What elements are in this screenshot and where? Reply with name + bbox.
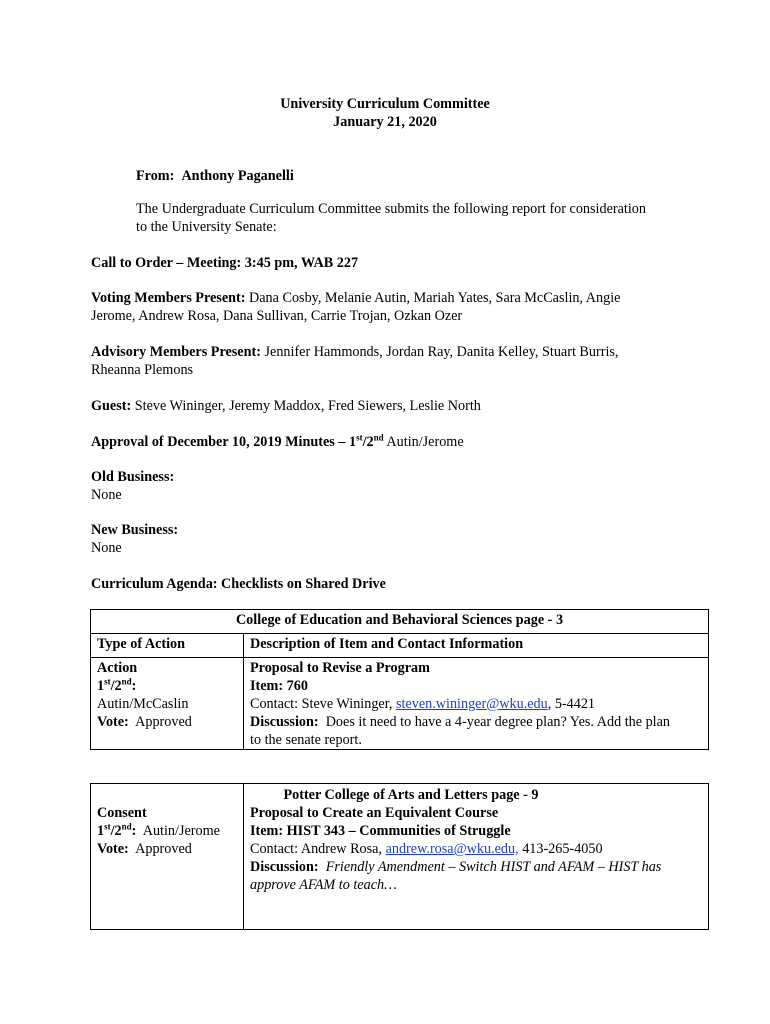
- old-business-label: Old Business:: [91, 469, 175, 485]
- table-row: [91, 784, 709, 930]
- vote-line: [97, 713, 237, 731]
- table-row: [91, 610, 709, 634]
- discussion-line-1: Discussion: Friendly Amendment – Switch HIST and AFAM – HIST has: [250, 859, 662, 875]
- contact-email-link[interactable]: andrew.rosa@wku.edu,: [385, 841, 519, 857]
- action-cell: [91, 784, 244, 930]
- action-cell: [91, 658, 244, 750]
- proposal-title: Proposal to Revise a Program: [250, 660, 430, 676]
- motion-names: Autin/Jerome: [142, 823, 220, 839]
- curriculum-agenda-heading: Curriculum Agenda: Checklists on Shared Drive: [91, 576, 386, 592]
- discussion-line-2: to the senate report.: [250, 732, 362, 748]
- vote-value: Approved: [135, 714, 192, 730]
- cebs-table: [90, 609, 709, 750]
- motion-names: Autin/McCaslin: [97, 696, 189, 712]
- approval-sup-1: st: [356, 432, 363, 443]
- from-label: From:: [136, 168, 175, 184]
- document-title: University Curriculum Committee: [280, 96, 490, 112]
- cebs-table-title: College of Education and Behavioral Sciences page - 3: [91, 610, 709, 634]
- table-row: [91, 634, 709, 658]
- document-date: January 21, 2020: [333, 114, 437, 130]
- approval-names: Autin/Jerome: [386, 434, 464, 450]
- action-type: Consent: [97, 805, 147, 821]
- guest-line: [91, 397, 481, 415]
- discussion-label: Discussion:: [250, 859, 319, 875]
- guest-names: Steve Wininger, Jeremy Maddox, Fred Siewers, Leslie North: [134, 398, 481, 414]
- old-business-value: None: [91, 487, 122, 503]
- discussion-line-1: Discussion: Does it need to have a 4-year degree plan? Yes. Add the plan: [250, 714, 671, 730]
- motion-line: 1st/2nd: Autin/Jerome: [97, 821, 220, 839]
- voting-members-line-2: Jerome, Andrew Rosa, Dana Sullivan, Carrie Trojan, Ozkan Ozer: [91, 308, 463, 324]
- from-line: [136, 167, 294, 185]
- advisory-members-names: Jennifer Hammonds, Jordan Ray, Danita Kelley, Stuart Burris,: [264, 344, 619, 360]
- discussion-line-2: approve AFAM to teach…: [250, 877, 397, 893]
- from-name: Anthony Paganelli: [181, 168, 294, 184]
- col-description-header: Description of Item and Contact Information: [244, 634, 709, 658]
- description-cell: [244, 784, 709, 930]
- item-number: Item: HIST 343 – Communities of Struggle: [250, 823, 511, 839]
- voting-members-label: Voting Members Present:: [91, 290, 246, 306]
- approval-slash: /2: [362, 434, 374, 450]
- contact-email-link[interactable]: steven.wininger@wku.edu: [395, 696, 548, 712]
- contact-line: Contact: Andrew Rosa, andrew.rosa@wku.edu, 413-265-4050: [250, 841, 603, 857]
- col-type-of-action-header: Type of Action: [91, 634, 244, 658]
- proposal-title: Proposal to Create an Equivalent Course: [250, 805, 499, 821]
- advisory-members-line-2: Rheanna Plemons: [91, 362, 194, 378]
- vote-label: Vote:: [97, 714, 129, 730]
- new-business-label: New Business:: [91, 522, 179, 538]
- contact-line: Contact: Steve Wininger, steven.wininger@wku.edu, 5-4421: [250, 696, 596, 712]
- vote-label: Vote:: [97, 841, 129, 857]
- motion-line: 1st/2nd:: [97, 676, 137, 694]
- vote-value: Approved: [135, 841, 192, 857]
- table-row: [91, 658, 709, 750]
- pcal-table: [90, 783, 709, 930]
- new-business-value: None: [91, 540, 122, 556]
- intro-line-1: The Undergraduate Curriculum Committee submits the following report for consideration: [136, 201, 646, 217]
- voting-members-names: Dana Cosby, Melanie Autin, Mariah Yates, Sara McCaslin, Angie: [249, 290, 621, 306]
- call-to-order: Call to Order – Meeting: 3:45 pm, WAB 227: [91, 255, 359, 271]
- discussion-label: Discussion:: [250, 714, 319, 730]
- pcal-table-title: Potter College of Arts and Letters page - 9: [283, 787, 539, 803]
- vote-line: [97, 840, 237, 858]
- minutes-approval: [91, 433, 464, 451]
- guest-label: Guest:: [91, 398, 132, 414]
- description-cell: [244, 658, 709, 750]
- advisory-members-line-1: [91, 343, 618, 361]
- advisory-members-label: Advisory Members Present:: [91, 344, 261, 360]
- voting-members-line-1: [91, 289, 620, 307]
- intro-line-2: to the University Senate:: [136, 219, 277, 235]
- action-type: Action: [97, 660, 138, 676]
- item-number: Item: 760: [250, 678, 308, 694]
- approval-sup-2: nd: [373, 432, 384, 443]
- approval-text: Approval of December 10, 2019 Minutes – 1: [91, 434, 357, 450]
